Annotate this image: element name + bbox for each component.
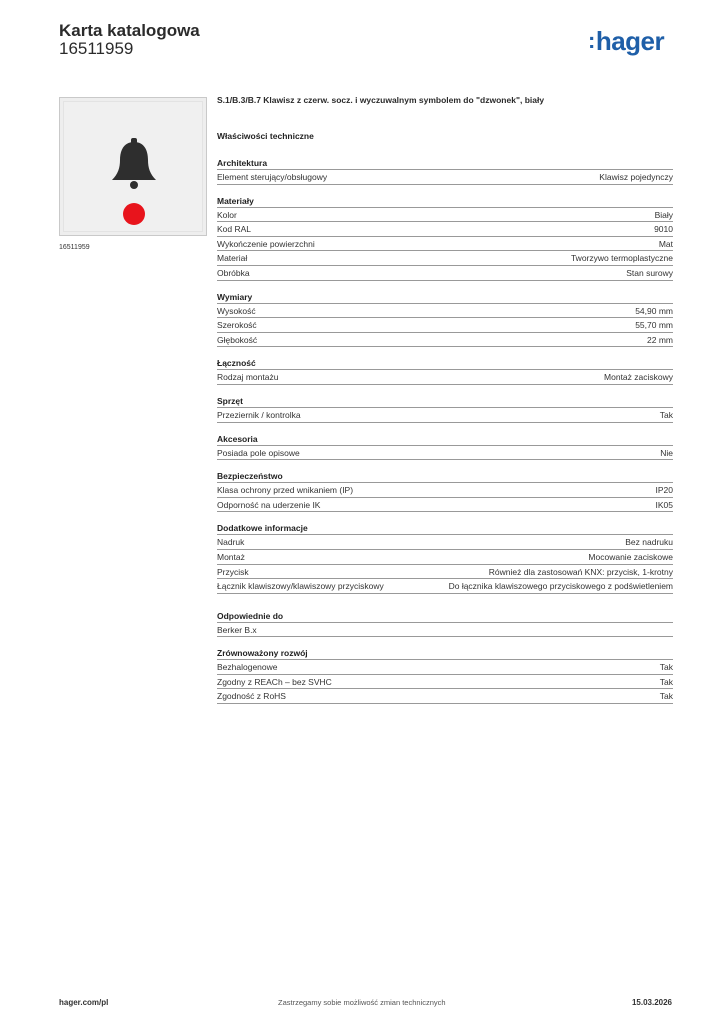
spec-value: Montaż zaciskowy (604, 372, 673, 383)
spec-value: Tak (659, 676, 673, 687)
footer-disclaimer: Zastrzegamy sobie możliwość zmian technicznych (278, 998, 446, 1007)
spec-label: Nadruk (217, 537, 245, 548)
spec-label: Zgodny z REACh – bez SVHC (217, 676, 332, 687)
spec-row (217, 689, 673, 704)
bell-icon (112, 138, 156, 189)
spec-label: Przeziernik / kontrolka (217, 409, 301, 420)
section-heading: Bezpieczeństwo (217, 470, 673, 483)
spec-label: Rodzaj montażu (217, 372, 279, 383)
product-name: S.1/B.3/B.7 Klawisz z czerw. socz. i wyczuwalnym symbolem do "dzwonek", biały (217, 95, 545, 105)
spec-row (217, 660, 673, 675)
spec-label: Szerokość (217, 320, 257, 331)
spec-label: Odporność na uderzenie IK (217, 499, 321, 510)
product-code: 16511959 (59, 39, 134, 58)
spec-value: Również dla zastosowań KNX: przycisk, 1-krotny (488, 566, 673, 577)
image-caption: 16511959 (59, 244, 90, 251)
spec-row (217, 251, 673, 266)
spec-row (217, 266, 673, 281)
spec-row (217, 304, 673, 319)
spec-label: Wykończenie powierzchni (217, 238, 315, 249)
spec-row (217, 333, 673, 348)
spec-section (217, 647, 673, 704)
page-title: Karta katalogowa (59, 21, 200, 40)
technical-properties-heading: Właściwości techniczne (217, 131, 314, 141)
spec-value: Tak (659, 691, 673, 702)
spec-value: Nie (660, 447, 673, 458)
spec-row (217, 565, 673, 580)
spec-label: Głębokość (217, 334, 258, 345)
footer-website[interactable]: hager.com/pl (59, 998, 109, 1007)
spec-section (217, 395, 673, 423)
spec-value: Do łącznika klawiszowego przyciskowego z podświetleniem (448, 581, 673, 592)
spec-value: Klawisz pojedynczy (599, 172, 673, 182)
spec-section (217, 157, 673, 185)
section-heading: Architektura (217, 157, 673, 170)
spec-value: Mat (658, 238, 673, 249)
spec-section (217, 610, 673, 638)
spec-label: Przycisk (217, 566, 249, 577)
spec-section (217, 195, 673, 281)
spec-value: 9010 (654, 224, 673, 235)
spec-section (217, 470, 673, 512)
technical-properties (217, 131, 673, 714)
spec-label: Berker B.x (217, 624, 257, 635)
product-image (59, 97, 207, 236)
spec-row (217, 498, 673, 513)
spec-section (217, 433, 673, 461)
spec-row (217, 170, 673, 185)
spec-row (217, 483, 673, 498)
spec-row (217, 623, 673, 638)
section-heading: Odpowiednie do (217, 610, 673, 623)
spec-label: Materiał (217, 253, 248, 264)
section-heading: Dodatkowe informacje (217, 522, 673, 535)
spec-value: Stan surowy (626, 267, 673, 278)
spec-value: 55,70 mm (635, 320, 673, 331)
hager-logo: :hager (588, 26, 665, 56)
spec-label: Kolor (217, 209, 237, 220)
red-led-lens (123, 203, 145, 225)
section-heading: Wymiary (217, 291, 673, 304)
spec-value: Biały (654, 209, 673, 220)
spec-label: Montaż (217, 551, 245, 562)
spec-row (217, 535, 673, 550)
spec-value: 22 mm (647, 334, 673, 345)
spec-section (217, 522, 673, 593)
spec-label: Kod RAL (217, 224, 252, 235)
spec-row (217, 408, 673, 423)
spec-row (217, 579, 673, 594)
section-heading: Akcesoria (217, 433, 673, 446)
spec-value: IK05 (655, 499, 673, 510)
spec-value: Mocowanie zaciskowe (588, 551, 673, 562)
spec-label: Wysokość (217, 305, 256, 316)
spec-section (217, 357, 673, 385)
spec-value: IP20 (655, 485, 673, 496)
spec-label: Łącznik klawiszowy/klawiszowy przyciskowy (217, 581, 384, 592)
section-heading: Łączność (217, 357, 673, 370)
spec-value: Tak (659, 662, 673, 673)
spec-label: Obróbka (217, 267, 250, 278)
spec-value: Tworzywo termoplastyczne (570, 253, 673, 264)
spec-row (217, 222, 673, 237)
spec-row (217, 237, 673, 252)
spec-row (217, 675, 673, 690)
spec-label: Element sterujący/obsługowy (217, 172, 328, 182)
spec-label: Klasa ochrony przed wnikaniem (IP) (217, 485, 354, 496)
spec-row (217, 318, 673, 333)
section-heading: Sprzęt (217, 395, 673, 408)
spec-value: Bez nadruku (625, 537, 673, 548)
spec-label: Zgodność z RoHS (217, 691, 286, 702)
spec-row (217, 446, 673, 461)
spec-value: 54,90 mm (635, 305, 673, 316)
section-heading: Zrównoważony rozwój (217, 647, 673, 660)
spec-label: Bezhalogenowe (217, 662, 278, 673)
spec-row (217, 550, 673, 565)
section-heading: Materiały (217, 195, 673, 208)
footer-date: 15.03.2026 (631, 998, 672, 1007)
spec-row (217, 370, 673, 385)
spec-value: Tak (659, 409, 673, 420)
spec-section (217, 291, 673, 348)
spec-label: Posiada pole opisowe (217, 447, 300, 458)
spec-row (217, 208, 673, 223)
